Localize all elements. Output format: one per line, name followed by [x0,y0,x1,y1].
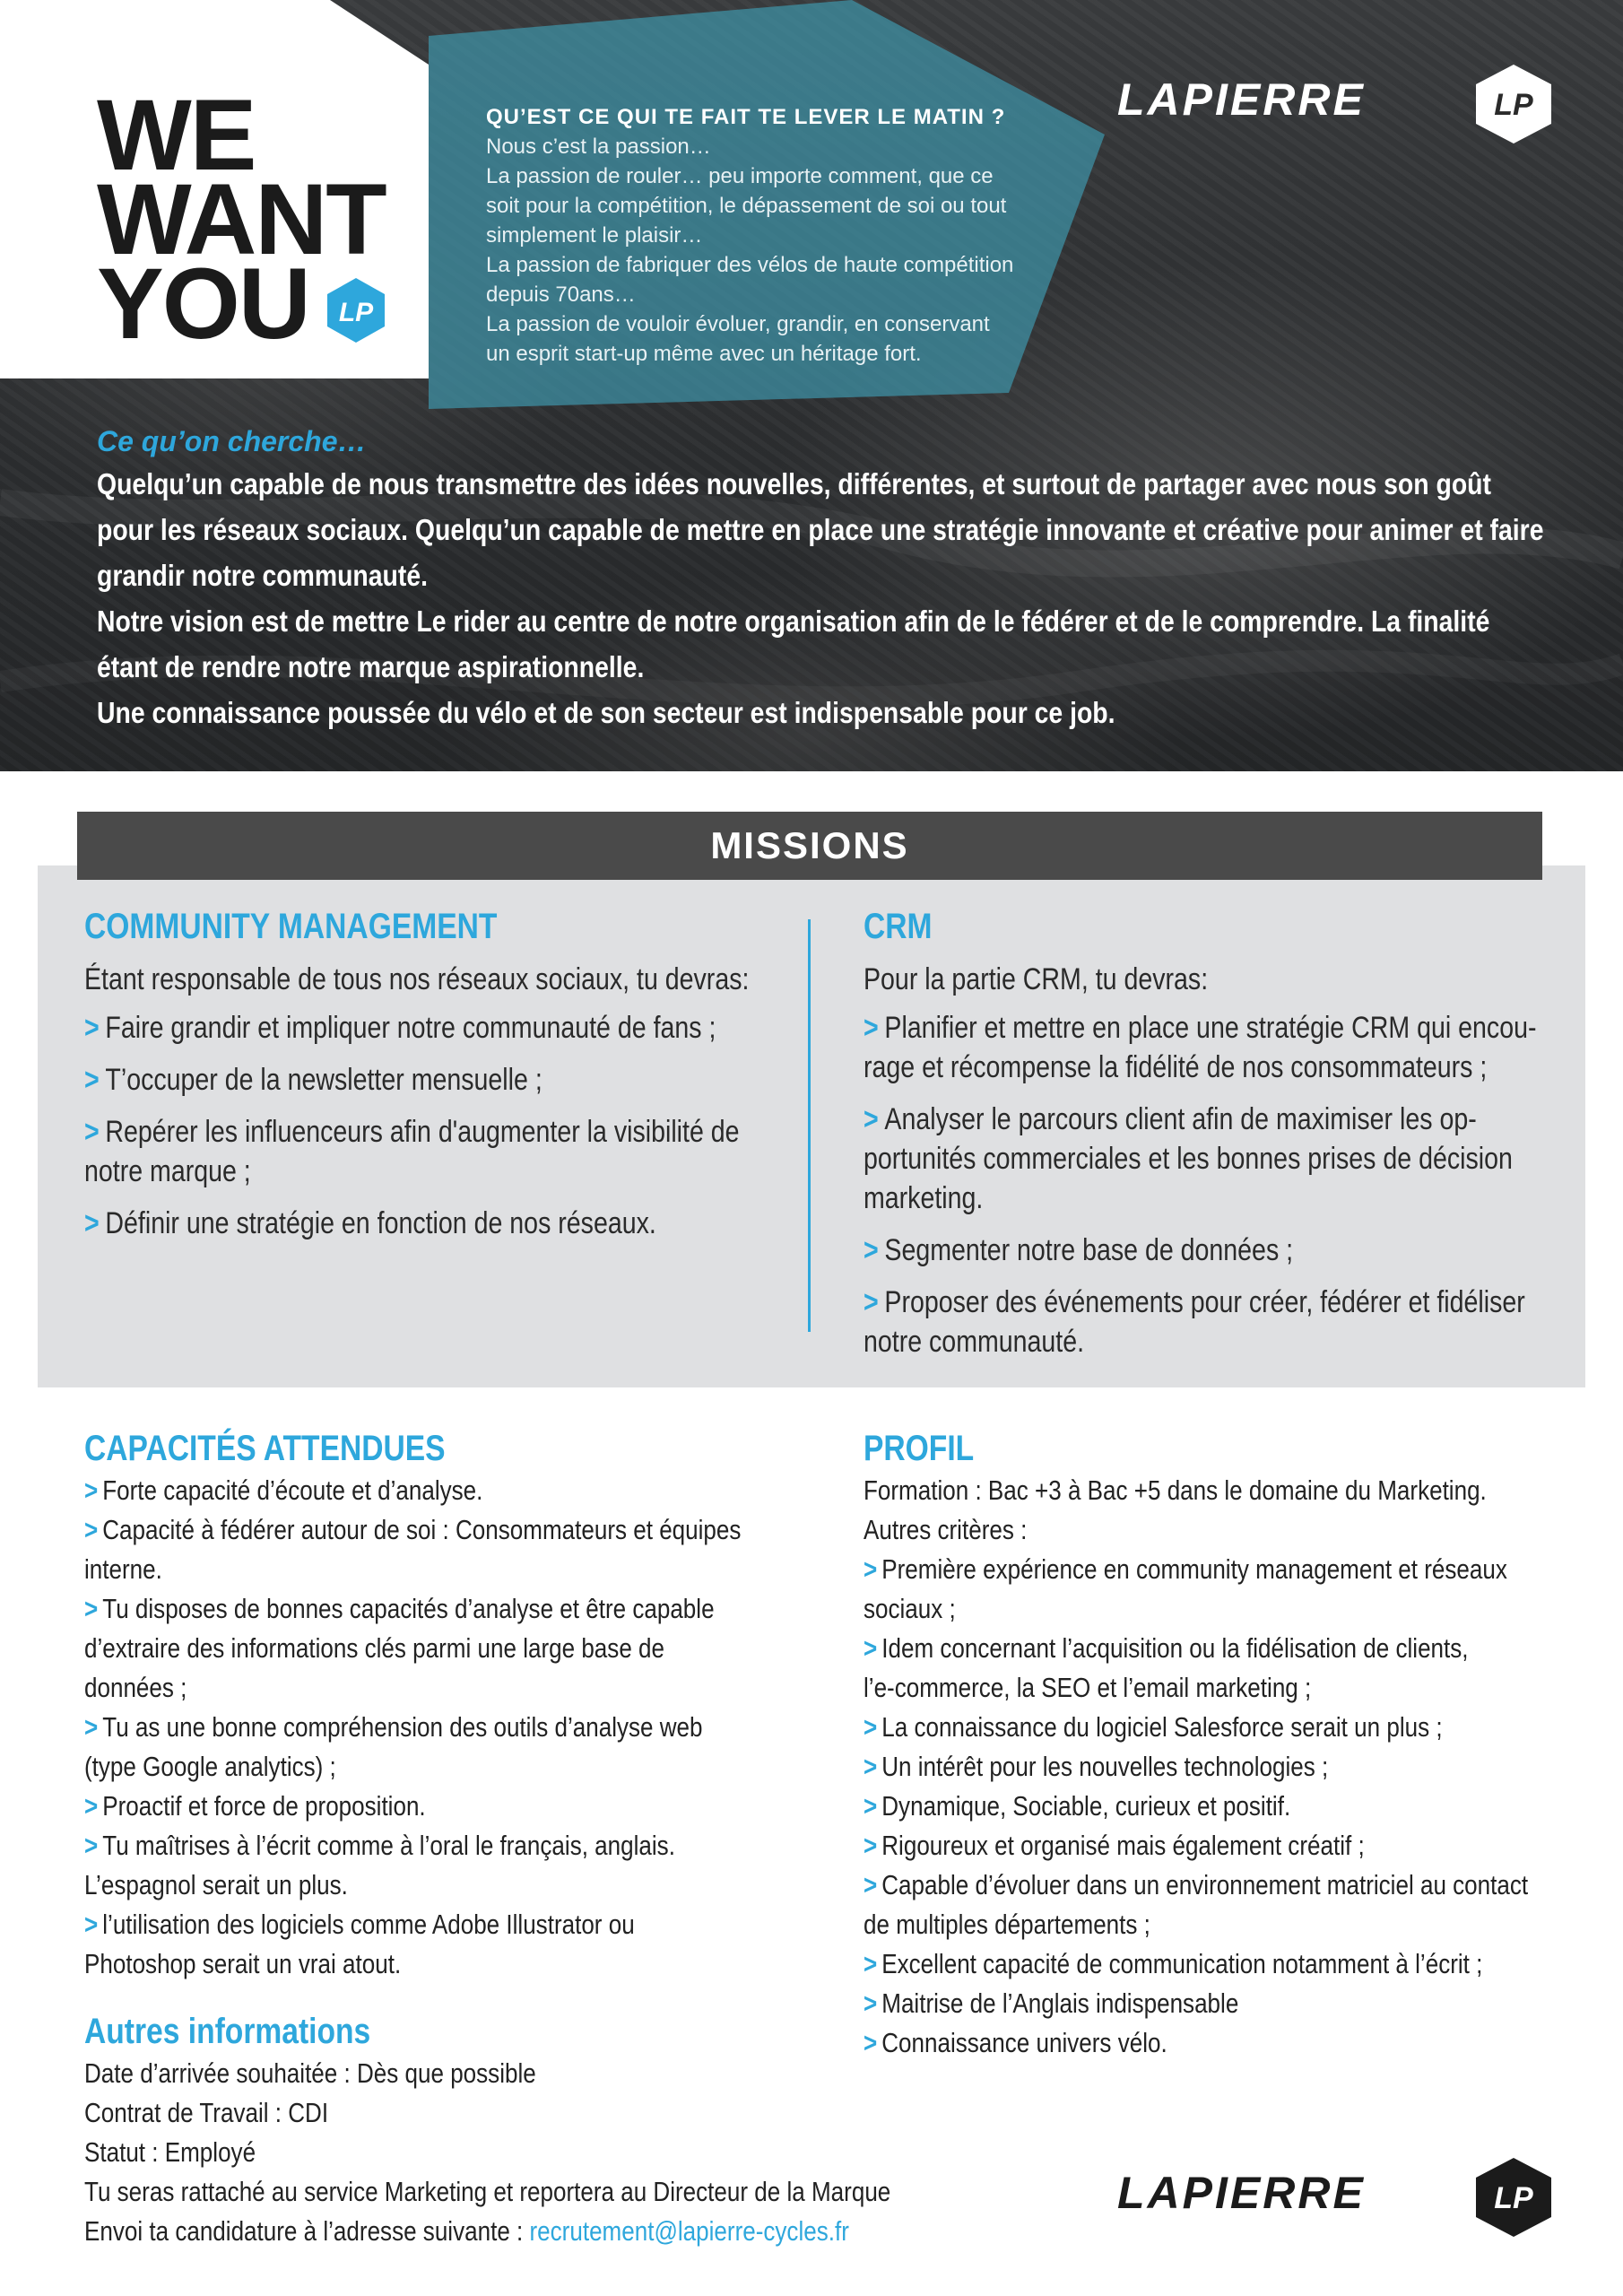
profil-line [864,1747,1617,1787]
capacites-line [84,1708,838,1747]
autres-line: Statut : Employé [84,2136,256,2168]
capacites-text: Forte capacité d’écoute et d’analyse. [102,1474,483,1506]
profil-text: l’e-commerce, la SEO et l’email marketing ; [864,1672,1312,1703]
arrow-icon: > [864,1102,879,1136]
profil-line [864,1668,1617,1708]
intro-text-block [486,102,1114,369]
crm-heading: CRM [864,907,933,946]
capacites-text: L’espagnol serait un plus. [84,1869,348,1900]
profil-text: de multiples départements ; [864,1909,1150,1940]
capacites-line [84,1905,838,1944]
profil-line [864,1629,1617,1668]
search-line: grandir notre communauté. [97,559,428,592]
intro-line: La passion de vouloir évoluer, grandir, en conservant [486,312,990,336]
profil-text: Idem concernant l’acquisition ou la fidélisation de clients, [881,1632,1469,1664]
capacites-text: (type Google analytics) ; [84,1751,336,1782]
profil-text: Maitrise de l’Anglais indispensable [881,1987,1239,2019]
community-item [84,1008,785,1048]
lapierre-brand-logo [1110,59,1558,145]
arrow-icon: > [864,1285,879,1319]
profil-line [864,1471,1617,1510]
lapierre-wordmark: LAPIERRE [1117,74,1366,125]
profil-text: Excellent capacité de communication notamment à l’écrit ; [881,1948,1483,1979]
crm-item [864,1100,1541,1218]
crm-item-text: Segmenter notre base de données ; [884,1233,1294,1267]
capacites-section [84,1426,891,2251]
profil-text: La connaissance du logiciel Salesforce serait un plus ; [881,1711,1443,1743]
capacites-heading: CAPACITÉS ATTENDUES [84,1429,446,1468]
capacites-text: Tu disposes de bonnes capacités d’analyse et être capable [102,1593,715,1624]
community-item [84,1060,785,1100]
capacites-text: Tu as une bonne compréhension des outils d’analyse web [102,1711,703,1743]
hero-banner [0,0,1623,771]
capacites-line [84,1629,838,1668]
intro-line: La passion de rouler… peu importe comment, que ce [486,164,994,188]
arrow-icon: > [84,1790,99,1822]
svg-text:LP: LP [338,298,374,327]
arrow-icon: > [864,1751,878,1782]
community-heading: COMMUNITY MANAGEMENT [84,907,498,946]
capacites-text: Photoshop serait un vrai atout. [84,1948,402,1979]
capacites-line [84,1747,838,1787]
lapierre-hex-logo-icon [325,276,387,344]
profil-text: sociaux ; [864,1593,956,1624]
profil-line [864,1944,1617,1984]
intro-line: La passion de fabriquer des vélos de haute compétition [486,253,1014,277]
search-line: Quelqu’un capable de nous transmettre des idées nouvelles, différentes, et surtout de partager avec nous son goût [97,467,1491,500]
profil-list [864,1471,1563,2063]
capacites-text: d’extraire des informations clés parmi une large base de [84,1632,664,1664]
we-want-you-headline: WE WANT YOU [97,79,386,360]
community-item-text: Faire grandir et impliquer notre communauté de fans ; [105,1011,716,1045]
intro-question: QU’EST CE QUI TE FAIT TE LEVER LE MATIN ? [486,105,1006,129]
intro-line: un esprit start-up même avec un héritage fort. [486,342,922,366]
capacites-text: interne. [84,1553,162,1585]
arrow-icon: > [864,2027,878,2058]
search-line: Une connaissance poussée du vélo et de son secteur est indispensable pour ce job. [97,696,1115,729]
arrow-icon: > [864,1011,879,1045]
crm-item-text: Proposer des événements pour créer, fédérer et fidéliser notre communauté. [864,1285,1525,1359]
arrow-icon: > [864,1948,878,1979]
community-management-column [84,904,784,1256]
capacites-line [84,1944,838,1984]
community-item-text: Repérer les influenceurs afin d'augmenter la visibilité de notre marque ; [84,1115,740,1188]
autres-heading: Autres informations [84,2012,371,2051]
profil-text: Capable d’évoluer dans un environnement matriciel au contact [881,1869,1529,1900]
arrow-icon: > [84,1206,100,1240]
crm-item [864,1008,1541,1087]
capacites-text: l’utilisation des logiciels comme Adobe Illustrator ou [102,1909,635,1940]
search-line: pour les réseaux sociaux. Quelqu’un capable de mettre en place une stratégie innovante et créative pour animer et faire [97,513,1544,546]
crm-item-text: Analyser le parcours client afin de maximiser les op- portunités commerciales et les bonnes prises de décision marketing. [864,1102,1513,1215]
capacites-line [84,1866,838,1905]
capacites-text: Tu maîtrises à l’écrit comme à l’oral le français, anglais. [102,1830,675,1861]
profil-line [864,2023,1617,2063]
intro-line: Nous c’est la passion… [486,135,711,159]
community-item [84,1204,785,1243]
profil-text: Rigoureux et organisé mais également créatif ; [881,1830,1365,1861]
lapierre-hex-icon [1476,2158,1551,2237]
profil-line [864,1984,1617,2023]
search-line: étant de rendre notre marque aspirationnelle. [97,650,645,683]
profil-heading: PROFIL [864,1429,975,1468]
profil-text: Autres critères : [864,1514,1028,1545]
autres-line: Tu seras rattaché au service Marketing et reportera au Directeur de la Marque [84,2176,891,2207]
missions-title: MISSIONS [77,812,1542,880]
arrow-icon: > [864,1830,878,1861]
lapierre-wordmark: LAPIERRE [1117,2168,1366,2218]
lapierre-brand-logo-footer [1110,2152,1558,2239]
lapierre-hex-icon [1476,65,1551,144]
crm-item [864,1283,1541,1361]
arrow-icon: > [864,1233,879,1267]
arrow-icon: > [864,1790,878,1822]
intro-line: soit pour la compétition, le dépassement de soi ou tout [486,194,1007,218]
svg-text:LP: LP [1494,88,1533,122]
crm-item-text: Planifier et mettre en place une stratégie CRM qui encou- rage et récompense la fidélité de nos consommateurs ; [864,1011,1537,1084]
missions-divider [808,919,811,1332]
arrow-icon: > [84,1909,99,1940]
autres-line: Date d’arrivée souhaitée : Dès que possible [84,2057,536,2089]
profil-line [864,1708,1617,1747]
apply-prefix: Envoi ta candidature à l’adresse suivante : [84,2215,530,2247]
arrow-icon: > [84,1063,100,1097]
capacites-line [84,1589,838,1629]
profil-line [864,1787,1617,1826]
profil-text: Première expérience en community management et réseaux [881,1553,1507,1585]
arrow-icon: > [84,1115,100,1149]
search-profile-block [97,422,1567,735]
crm-lead: Pour la partie CRM, tu devras: [864,962,1209,996]
profil-line [864,1550,1617,1589]
search-title: Ce qu’on cherche… [97,425,367,457]
crm-item [864,1231,1541,1270]
capacites-text: données ; [84,1672,187,1703]
capacites-list [84,1471,820,1984]
arrow-icon: > [864,1553,878,1585]
capacites-line [84,1550,838,1589]
community-item-text: T’occuper de la newsletter mensuelle ; [105,1063,542,1097]
profil-text: Connaissance univers vélo. [881,2027,1167,2058]
arrow-icon: > [84,1011,100,1045]
intro-line: simplement le plaisir… [486,223,703,248]
profil-line [864,1866,1617,1905]
arrow-icon: > [864,1869,878,1900]
intro-line: depuis 70ans… [486,283,636,307]
community-item-text: Définir une stratégie en fonction de nos réseaux. [105,1206,656,1240]
profil-line [864,1826,1617,1866]
crm-column [864,904,1545,1374]
arrow-icon: > [84,1830,99,1861]
profil-line [864,1589,1617,1629]
arrow-icon: > [84,1514,99,1545]
capacites-line [84,1668,838,1708]
capacites-line [84,1787,838,1826]
autres-line: Contrat de Travail : CDI [84,2097,329,2128]
arrow-icon: > [84,1593,99,1624]
profil-text: Formation : Bac +3 à Bac +5 dans le domaine du Marketing. [864,1474,1487,1506]
profil-text: Dynamique, Sociable, curieux et positif. [881,1790,1291,1822]
arrow-icon: > [84,1711,99,1743]
arrow-icon: > [864,1987,878,2019]
arrow-icon: > [864,1711,878,1743]
capacites-line [84,1510,838,1550]
profil-line [864,1510,1617,1550]
profil-line [864,1905,1617,1944]
capacites-text: Capacité à fédérer autour de soi : Consommateurs et équipes [102,1514,742,1545]
svg-text:LP: LP [1494,2181,1533,2215]
capacites-line [84,1826,838,1866]
search-line: Notre vision est de mettre Le rider au centre de notre organisation afin de le fédérer et de le comprendre. La finalité [97,604,1490,638]
apply-line [84,2212,913,2251]
capacites-text: Proactif et force de proposition. [102,1790,426,1822]
email-link[interactable]: recrutement@lapierre-cycles.fr [529,2215,849,2247]
capacites-line [84,1471,838,1510]
arrow-icon: > [864,1632,878,1664]
community-lead: Étant responsable de tous nos réseaux sociaux, tu devras: [84,962,750,996]
profil-text: Un intérêt pour les nouvelles technologies ; [881,1751,1329,1782]
profil-section [864,1426,1563,2063]
arrow-icon: > [84,1474,99,1506]
community-item [84,1112,785,1191]
